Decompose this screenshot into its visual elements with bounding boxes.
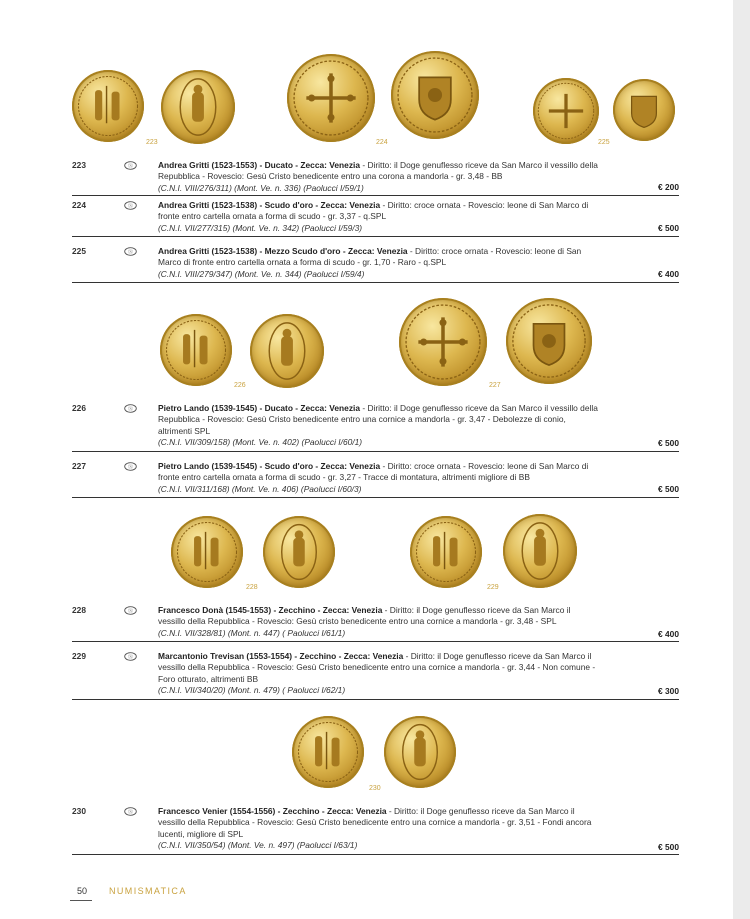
plate-number-228: 228: [246, 584, 258, 591]
divider: [72, 497, 679, 498]
lot-description: Andrea Gritti (1523-1538) - Mezzo Scudo d'oro - Zecca: Venezia - Diritto: croce ornata - Rovescio: leone di San Marco di fronte entro cartella ornata a forma di scudo - gr. 1,70 - Raro - q.SPL (C.N.I. VIII/279/347) (Mont. Ve. n. 344) (Paolucci I/59/4): [158, 246, 582, 279]
lot-number: 224: [72, 200, 86, 210]
coin-226-reverse: [250, 314, 324, 388]
lot-223: [72, 160, 679, 194]
coin-224-obverse: [287, 54, 375, 142]
lot-226: [72, 403, 679, 449]
svg-text:Ⓢ: Ⓢ: [127, 654, 134, 661]
lot-number: 228: [72, 605, 86, 615]
svg-text:Ⓢ: Ⓢ: [127, 406, 134, 413]
svg-text:Ⓢ: Ⓢ: [127, 608, 134, 615]
divider: [72, 451, 679, 452]
lot-225: [72, 246, 679, 280]
svg-text:Ⓢ: Ⓢ: [127, 163, 134, 170]
coin-symbol-icon: [124, 462, 137, 471]
coin-229-obverse: [410, 516, 482, 588]
plate-number-227: 227: [489, 382, 501, 389]
lot-price: € 400: [658, 269, 679, 279]
divider: [72, 641, 679, 642]
coin-226-obverse: [160, 314, 232, 386]
lot-price: € 500: [658, 842, 679, 852]
coin-224-reverse: [391, 51, 479, 139]
lot-price: € 500: [658, 484, 679, 494]
section-label: NUMISMATICA: [109, 886, 187, 896]
coin-230-obverse: [292, 716, 364, 788]
coin-symbol-icon: [124, 404, 137, 413]
lot-description: Francesco Venier (1554-1556) - Zecchino - Zecca: Venezia - Diritto: il Doge genuflesso riceve da San Marco il vessillo della Repubblica - Rovescio: Gesù Cristo benedicente entro una cornice a mandorla - gr. 3,51 - Fondi ancora lucenti, migliore di SPL (C.N.I. VII/350/54) (Mont. Ve. n. 497) (Paolucci I/63/1): [158, 806, 592, 850]
lot-description: Pietro Lando (1539-1545) - Scudo d'oro - Zecca: Venezia - Diritto: croce ornata - Rovescio: leone di San Marco di fronte entro cartella ornata a forma di scudo - gr. 3,27 - Tracce di montatura, altrimenti migliore di BB (C.N.I. VII/311/168) (Mont. Ve. n. 406) (Paolucci I/60/3): [158, 461, 589, 494]
lot-230: [72, 806, 679, 852]
coin-symbol-icon: [124, 807, 137, 816]
svg-text:Ⓢ: Ⓢ: [127, 809, 134, 816]
footer-underline: [70, 900, 92, 901]
coin-symbol-icon: [124, 652, 137, 661]
plate-number-230: 230: [369, 785, 381, 792]
lot-227: [72, 461, 679, 495]
svg-text:Ⓢ: Ⓢ: [127, 249, 134, 256]
coin-symbol-icon: [124, 247, 137, 256]
lot-number: 229: [72, 651, 86, 661]
lot-number: 227: [72, 461, 86, 471]
lot-description: Andrea Gritti (1523-1538) - Scudo d'oro - Zecca: Venezia - Diritto: croce ornata - Rovescio: leone di San Marco di fronte entro cartella ornata a forma di scudo - gr. 3,37 - q.SPL (C.N.I. VII/277/315) (Mont. Ve. n. 342) (Paolucci I/59/3): [158, 200, 589, 233]
divider: [72, 699, 679, 700]
coin-227-obverse: [399, 298, 487, 386]
lot-description: Francesco Donà (1545-1553) - Zecchino - Zecca: Venezia - Diritto: il Doge genuflesso riceve da San Marco il vessillo della Repubblica - Rovescio: Gesù cristo benedicente entro una cornice a mandorla - gr. 3,48 - SPL (C.N.I. VII/328/81) (Mont. n. 447) ( Paolucci I/61/1): [158, 605, 571, 638]
lot-number: 223: [72, 160, 86, 170]
coin-symbol-icon: [124, 161, 137, 170]
divider: [72, 282, 679, 283]
coin-229-reverse: [503, 514, 577, 588]
coin-225-reverse: [613, 79, 675, 141]
lot-description: Andrea Gritti (1523-1553) - Ducato - Zecca: Venezia - Diritto: il Doge genuflesso riceve da San Marco il vessillo della Repubblica - Rovescio: Gesù Cristo benedicente entro una corona a mandorla - gr. 3,48 - BB (C.N.I. VIII/276/311) (Mont. Ve. n. 336) (Paolucci I/59/1): [158, 160, 598, 193]
coin-230-reverse: [384, 716, 456, 788]
coin-228-obverse: [171, 516, 243, 588]
lot-price: € 300: [658, 686, 679, 696]
divider: [72, 195, 679, 196]
lot-price: € 200: [658, 182, 679, 192]
lot-price: € 500: [658, 223, 679, 233]
lot-229: [72, 651, 679, 697]
svg-text:Ⓢ: Ⓢ: [127, 464, 134, 471]
coin-223-reverse: [161, 70, 235, 144]
plate-number-224: 224: [376, 139, 388, 146]
page-edge: [733, 0, 750, 919]
plate-number-225: 225: [598, 139, 610, 146]
lot-description: Marcantonio Trevisan (1553-1554) - Zecchino - Zecca: Venezia - Diritto: il Doge genuflesso riceve da San Marco il vessillo della Repubblica - Rovescio: Gesù Cristo benedicente entro una cornice a mandorla - gr. 3,44 - Non comune - Foro otturato, altrimenti BB (C.N.I. VII/340/20) (Mont. n. 479) ( Paolucci I/62/1): [158, 651, 596, 695]
divider: [72, 236, 679, 237]
svg-text:Ⓢ: Ⓢ: [127, 203, 134, 210]
plate-number-226: 226: [234, 382, 246, 389]
coin-225-obverse: [533, 78, 599, 144]
page-number: 50: [77, 886, 88, 896]
lot-number: 230: [72, 806, 86, 816]
lot-price: € 500: [658, 438, 679, 448]
coin-223-obverse: [72, 70, 144, 142]
plate-number-223: 223: [146, 139, 158, 146]
lot-224: [72, 200, 679, 234]
lot-price: € 400: [658, 629, 679, 639]
coin-227-reverse: [506, 298, 592, 384]
coin-symbol-icon: [124, 201, 137, 210]
lot-number: 226: [72, 403, 86, 413]
coin-228-reverse: [263, 516, 335, 588]
divider: [72, 854, 679, 855]
lot-228: [72, 605, 679, 639]
plate-number-229: 229: [487, 584, 499, 591]
lot-number: 225: [72, 246, 86, 256]
coin-symbol-icon: [124, 606, 137, 615]
lot-description: Pietro Lando (1539-1545) - Ducato - Zecca: Venezia - Diritto: il Doge genuflesso riceve da San Marco il vessillo della Repubblica - Rovescio: Gesù Cristo benedicente entro una cornice a mandorla - gr. 3,47 - Debolezze di conio, altrimenti SPL (C.N.I. VII/309/158) (Mont. Ve. n. 402) (Paolucci I/60/1): [158, 403, 598, 447]
